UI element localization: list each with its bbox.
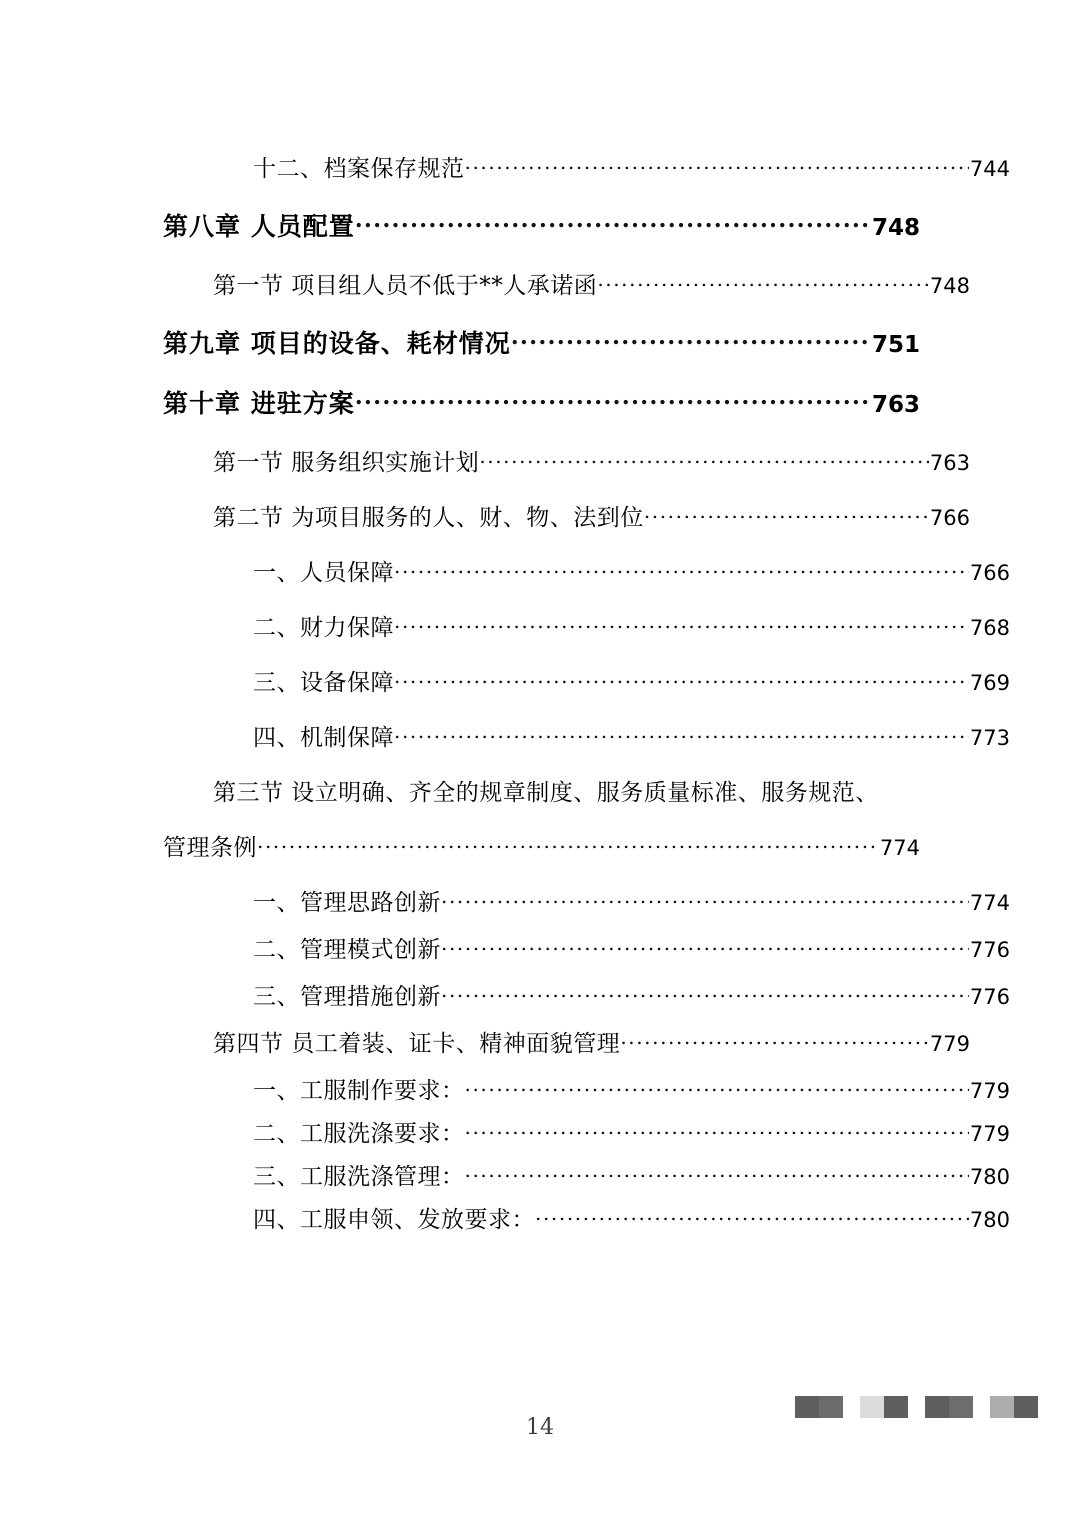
toc-page-number: 774 (879, 836, 920, 860)
toc-page-number: 763 (929, 451, 970, 475)
toc-dot-leader (355, 387, 871, 412)
toc-entry-label: 第三节 设立明确、齐全的规章制度、服务质量标准、服务规范、 (213, 780, 879, 806)
toc-entry-section[interactable] (213, 1025, 970, 1058)
toc-page-number: 779 (969, 1079, 1010, 1103)
mark-half-right (819, 1396, 843, 1418)
toc-dot-leader (394, 667, 969, 690)
toc-entry-section[interactable] (213, 267, 970, 300)
toc-entry[interactable] (253, 554, 1010, 587)
toc-entry-label: 十二、档案保存规范 (253, 156, 465, 182)
toc-page-number: 744 (969, 157, 1010, 181)
toc-entry[interactable] (253, 1201, 1010, 1234)
toc-page-number: 768 (969, 616, 1010, 640)
toc-dot-leader (479, 447, 929, 470)
toc-entry-continuation[interactable] (163, 829, 920, 862)
table-of-contents (163, 128, 1010, 1244)
toc-entry[interactable] (253, 664, 1010, 697)
toc-entry-label: 第一节 项目组人员不低于**人承诺函 (213, 273, 598, 299)
decorative-mark-block (795, 1396, 843, 1418)
page-footer (0, 1415, 1080, 1475)
toc-entry-label: 二、工服洗涤要求： (253, 1121, 465, 1147)
toc-entry-section-wrapped[interactable] (213, 774, 970, 807)
toc-page-number: 766 (969, 561, 1010, 585)
mark-half-left (860, 1396, 884, 1418)
toc-entry-label: 管理条例 (163, 835, 257, 861)
toc-entry[interactable] (253, 1115, 1010, 1148)
toc-page-number: 780 (969, 1165, 1010, 1189)
toc-dot-leader (597, 270, 929, 293)
mark-half-left (925, 1396, 949, 1418)
decorative-mark-block (925, 1396, 973, 1418)
toc-page-number: 779 (929, 1032, 970, 1056)
toc-entry-label: 四、工服申领、发放要求： (253, 1207, 535, 1233)
toc-entry-label: 三、管理措施创新 (253, 984, 441, 1010)
toc-page-number: 769 (969, 671, 1010, 695)
toc-entry-label: 三、工服洗涤管理： (253, 1164, 465, 1190)
toc-dot-leader (441, 981, 969, 1004)
toc-dot-leader (394, 557, 969, 580)
toc-entry-label: 第二节 为项目服务的人、财、物、法到位 (213, 505, 644, 531)
toc-dot-leader (394, 722, 969, 745)
mark-half-right (949, 1396, 973, 1418)
toc-page-number: 774 (969, 891, 1010, 915)
toc-dot-leader (535, 1204, 969, 1227)
toc-entry[interactable] (253, 931, 1010, 964)
decorative-mark-strip (795, 1396, 1038, 1418)
toc-dot-leader (441, 934, 969, 957)
decorative-mark-block (990, 1396, 1038, 1418)
toc-entry-label: 第九章 项目的设备、耗材情况 (163, 329, 511, 358)
toc-entry[interactable] (253, 719, 1010, 752)
toc-dot-leader (620, 1028, 929, 1051)
toc-entry-label: 第十章 进驻方案 (163, 389, 355, 418)
toc-entry-label: 一、人员保障 (253, 560, 394, 586)
toc-dot-leader (465, 1075, 969, 1098)
toc-entry-chapter[interactable] (163, 207, 920, 243)
toc-dot-leader (355, 210, 871, 235)
toc-page-number: 766 (929, 506, 970, 530)
toc-page-number: 773 (969, 726, 1010, 750)
toc-page-number: 776 (969, 985, 1010, 1009)
toc-entry[interactable] (253, 609, 1010, 642)
toc-page-number: 779 (969, 1122, 1010, 1146)
decorative-mark-block (860, 1396, 908, 1418)
toc-page-number: 748 (929, 274, 970, 298)
toc-dot-leader (465, 1118, 969, 1141)
toc-dot-leader (394, 612, 969, 635)
toc-page-number: 763 (871, 392, 920, 418)
toc-entry-label: 二、管理模式创新 (253, 937, 441, 963)
toc-entry-label: 一、管理思路创新 (253, 890, 441, 916)
toc-dot-leader (257, 832, 879, 855)
footer-page-number: 14 (526, 1415, 554, 1440)
toc-entry[interactable] (253, 978, 1010, 1011)
mark-half-left (990, 1396, 1014, 1418)
toc-dot-leader (465, 1161, 969, 1184)
mark-half-left (795, 1396, 819, 1418)
toc-entry-label: 二、财力保障 (253, 615, 394, 641)
toc-entry-label: 四、机制保障 (253, 725, 394, 751)
toc-entry-section[interactable] (213, 444, 970, 477)
toc-dot-leader (465, 153, 969, 176)
toc-entry-label: 第一节 服务组织实施计划 (213, 450, 480, 476)
mark-half-right (1014, 1396, 1038, 1418)
toc-dot-leader (441, 887, 969, 910)
toc-dot-leader (644, 502, 929, 525)
toc-entry-chapter[interactable] (163, 324, 920, 360)
toc-page-number: 751 (871, 332, 920, 358)
toc-dot-leader (511, 327, 871, 352)
toc-entry-label: 第八章 人员配置 (163, 212, 355, 241)
toc-entry[interactable] (253, 150, 1010, 183)
toc-entry[interactable] (253, 1072, 1010, 1105)
toc-entry-section[interactable] (213, 499, 970, 532)
toc-entry-chapter[interactable] (163, 384, 920, 420)
toc-entry[interactable] (253, 884, 1010, 917)
toc-entry-label: 一、工服制作要求： (253, 1078, 465, 1104)
mark-half-right (884, 1396, 908, 1418)
toc-entry-label: 第四节 员工着装、证卡、精神面貌管理 (213, 1031, 621, 1057)
toc-page-number: 776 (969, 938, 1010, 962)
toc-page-number: 780 (969, 1208, 1010, 1232)
toc-entry[interactable] (253, 1158, 1010, 1191)
toc-entry-label: 三、设备保障 (253, 670, 394, 696)
toc-page-number: 748 (871, 215, 920, 241)
